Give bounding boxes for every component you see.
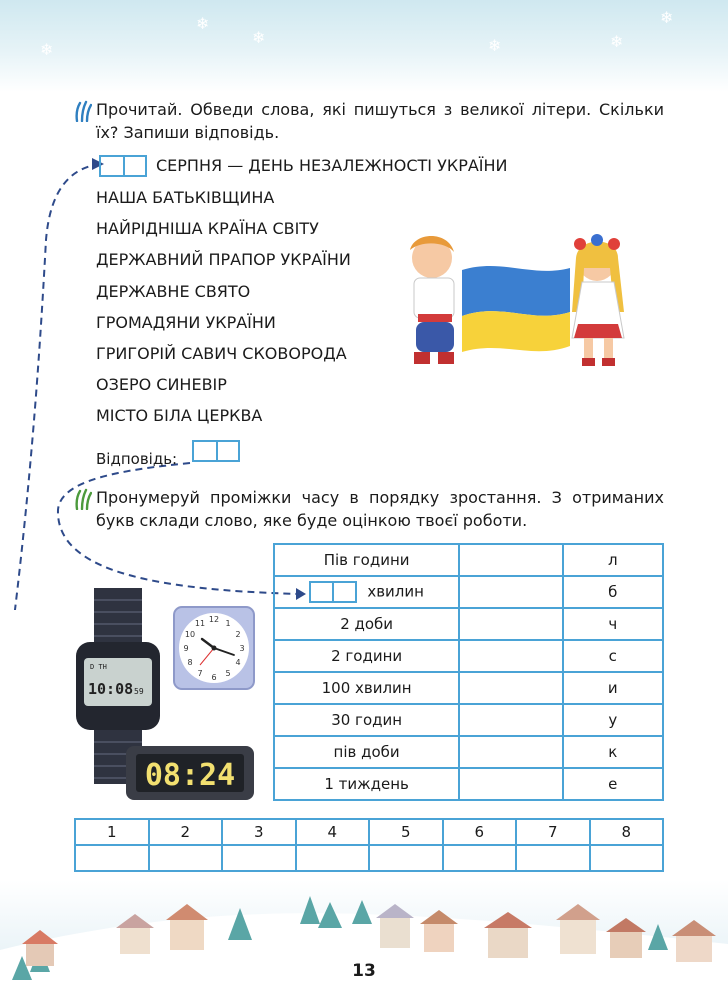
order-input-cell[interactable] [459,608,562,640]
word-line: СЕРПНЯ — ДЕНЬ НЕЗАЛЕЖНОСТІ УКРАЇНИ [156,156,508,175]
word-line: НАША БАТЬКІВЩИНА [96,188,275,207]
page-number: 13 [352,961,376,981]
table-row [274,608,663,640]
clock-numeral: 4 [235,658,241,667]
task-hand-icon [74,100,92,122]
number-row [75,819,663,845]
word-line: ДЕРЖАВНЕ СВЯТО [96,282,251,301]
order-input-cell[interactable] [459,736,562,768]
minutes-input-box[interactable] [309,581,357,603]
table-row [274,672,663,704]
letter-cell: с [563,640,663,672]
footer-village-decoration [0,880,728,1000]
snowflake-icon: ❄ [40,40,54,59]
word-line: НАЙРІДНІША КРАЇНА СВІТУ [96,219,319,238]
letter-input-cell[interactable] [75,845,149,871]
table-row [274,640,663,672]
wall-clock-illustration [172,605,256,691]
clock-numeral: 1 [225,619,231,628]
snowflake-icon: ❄ [196,14,210,33]
time-label: хвилин [367,582,424,601]
task2-instruction: Пронумеруй проміжки часу в порядку зростання. З отриманих букв склади слово, яке буде оцінкою твоєї роботи. [96,488,664,530]
answer-grid [74,818,664,872]
letter-input-cell[interactable] [590,845,664,871]
digital-clock-illustration [124,742,256,804]
table-row [274,704,663,736]
grid-number: 4 [296,819,370,845]
time-cell: 30 годин [274,704,459,736]
order-input-cell[interactable] [459,640,562,672]
letter-cell: е [563,768,663,800]
word-line: ГРИГОРІЙ САВИЧ СКОВОРОДА [96,344,347,363]
snowflake-icon: ❄ [610,32,624,51]
snowflake-icon: ❄ [660,8,674,27]
letter-cell: к [563,736,663,768]
grid-number: 5 [369,819,443,845]
watch-day: D TH [90,663,107,671]
grid-number: 2 [149,819,223,845]
word-line: ГРОМАДЯНИ УКРАЇНИ [96,313,276,332]
time-intervals-table [273,543,664,801]
clock-numeral: 7 [197,669,203,678]
clock-numeral: 11 [194,619,206,628]
grid-number: 3 [222,819,296,845]
clock-numeral: 12 [208,615,220,624]
snowflake-icon: ❄ [252,28,266,47]
order-input-cell[interactable] [459,672,562,704]
clock-numeral: 10 [184,630,196,639]
time-cell: Пів години [274,544,459,576]
time-cell: 1 тиждень [274,768,459,800]
clock-numeral: 5 [225,669,231,678]
table-row [274,736,663,768]
header-decoration [0,0,728,92]
letter-cell: б [563,576,663,608]
table-row [274,576,663,608]
order-input-cell[interactable] [459,704,562,736]
digital-time: 08:24 [144,758,236,793]
grid-number: 6 [443,819,517,845]
time-cell: пів доби [274,736,459,768]
table-row [274,768,663,800]
letter-cell: л [563,544,663,576]
time-cell-with-box [274,576,459,608]
snowflake-icon: ❄ [488,36,502,55]
task-hand-icon [74,488,92,510]
clock-numeral: 8 [187,658,193,667]
grid-number: 8 [590,819,664,845]
grid-number: 7 [516,819,590,845]
watch-seconds: 59 [134,687,144,696]
clock-numeral: 3 [239,644,245,653]
letter-input-cell[interactable] [296,845,370,871]
letter-cell: ч [563,608,663,640]
time-cell: 100 хвилин [274,672,459,704]
task1-instruction: Прочитай. Обведи слова, які пишуться з великої літери. Скільки їх? Запиши відповідь. [96,100,664,142]
clock-numeral: 6 [211,673,217,682]
time-cell: 2 доби [274,608,459,640]
letter-input-cell[interactable] [443,845,517,871]
grid-number: 1 [75,819,149,845]
letter-cell: у [563,704,663,736]
order-input-cell[interactable] [459,768,562,800]
word-line: ОЗЕРО СИНЕВІР [96,375,227,394]
answer-box[interactable] [192,440,240,462]
order-input-cell[interactable] [459,576,562,608]
letter-input-cell[interactable] [222,845,296,871]
letter-input-cell[interactable] [369,845,443,871]
word-line: МІСТО БІЛА ЦЕРКВА [96,406,263,425]
order-input-cell[interactable] [459,544,562,576]
letter-answer-row [75,845,663,871]
watch-time: 10:08 [88,680,134,698]
letter-cell: и [563,672,663,704]
word-line: ДЕРЖАВНИЙ ПРАПОР УКРАЇНИ [96,250,351,269]
children-with-flag-illustration [392,228,642,373]
number-answer-box[interactable] [99,155,147,177]
letter-input-cell[interactable] [516,845,590,871]
letter-input-cell[interactable] [149,845,223,871]
time-cell: 2 години [274,640,459,672]
answer-label: Відповідь: [96,450,178,468]
clock-numeral: 9 [183,644,189,653]
table-row [274,544,663,576]
clock-numeral: 2 [235,630,241,639]
